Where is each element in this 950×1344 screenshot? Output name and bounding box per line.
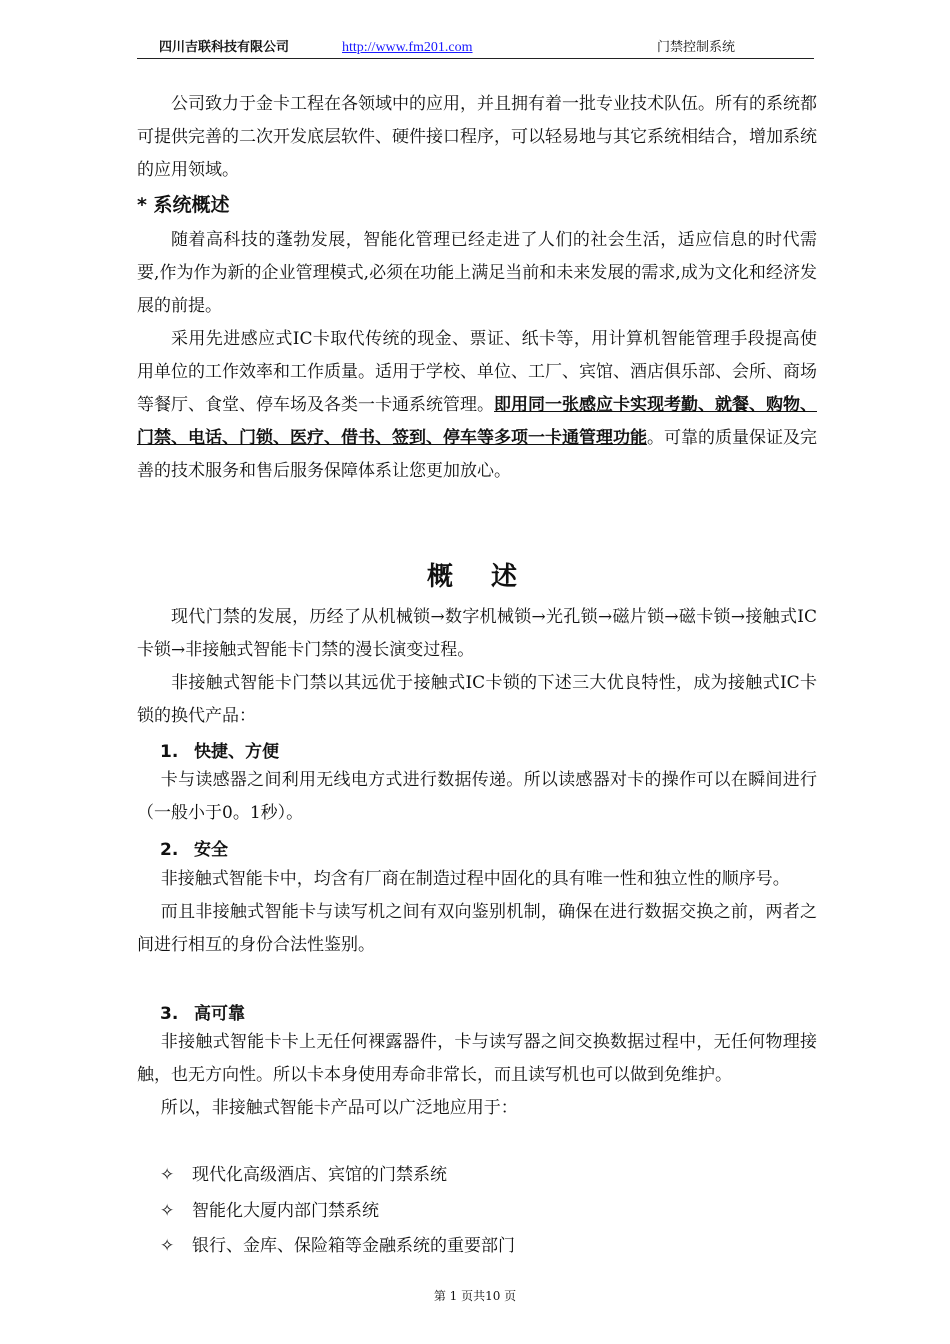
- header-system-name: 门禁控制系统: [657, 40, 736, 55]
- feature-number: 2.: [160, 840, 179, 860]
- feature-heading-2: [160, 835, 228, 860]
- list-item: [160, 1196, 379, 1221]
- section1-p2-highlight: 即用同一张感应卡实现考勤、就餐、购物、门禁、电话、门锁、医疗、借书、签到、停车等多项一卡通管理功能: [137, 395, 817, 448]
- sparkle-bullet-icon: ✧: [160, 1165, 175, 1185]
- overview-paragraph-2: 非接触式智能卡门禁以其远优于接触式IC卡锁的下述三大优良特性，成为接触式IC卡锁的换代产品：: [137, 673, 817, 726]
- feature-2-block: [137, 863, 817, 962]
- section1-p2-start: 采用先进感应式IC卡取代传统的现金、票证、纸卡等，用计算机智能管理手段提高使用单位的工作效率和工作质量。适用于学校、单位、工厂、宾馆、酒店俱乐部、会所、商场等餐厅、食堂、停车场及各类一卡通系统管理。: [137, 329, 817, 415]
- header-company: 四川吉联科技有限公司: [159, 40, 290, 55]
- feature-3-block: [137, 1026, 817, 1125]
- feature-number: 3.: [160, 1004, 179, 1024]
- section1-block: [137, 224, 817, 488]
- page-header: [137, 38, 814, 59]
- overview-paragraph-1: 现代门禁的发展，历经了从机械锁→数字机械锁→光孔锁→磁片锁→磁卡锁→接触式IC卡锁→非接触式智能卡门禁的漫长演变过程。: [137, 607, 817, 660]
- sparkle-bullet-icon: ✧: [160, 1201, 175, 1221]
- list-item: [160, 1160, 447, 1185]
- overview-title: 概 述: [426, 562, 523, 592]
- feature-2-text-2: 而且非接触式智能卡与读写机之间有双向鉴别机制，确保在进行数据交换之前，两者之间进行相互的身份合法性鉴别。: [137, 902, 817, 955]
- overview-intro-block: [137, 601, 817, 733]
- section1-paragraph-2: [137, 323, 817, 488]
- feature-title: 安全: [194, 840, 228, 860]
- section-heading-overview: * 系统概述: [137, 194, 230, 216]
- section1-paragraph-1: 随着高科技的蓬勃发展，智能化管理已经走进了人们的社会生活，适应信息的时代需要,作为作为新的企业管理模式,必须在功能上满足当前和未来发展的需求,成为文化和经济发展的前提。: [137, 230, 817, 316]
- page-footer: 第 1 页共10 页: [433, 1289, 517, 1303]
- feature-heading-3: [160, 999, 245, 1024]
- sparkle-bullet-icon: ✧: [160, 1236, 175, 1256]
- header-url-link[interactable]: http://www.fm201.com: [342, 40, 473, 55]
- feature-number: 1.: [160, 742, 179, 762]
- apply-intro: 所以，非接触式智能卡产品可以广泛地应用于：: [160, 1098, 518, 1118]
- section1-p2-end: 。可靠的质量保证及完善的技术服务和售后服务保障体系让您更加放心。: [137, 428, 817, 481]
- feature-title: 快捷、方便: [194, 742, 279, 762]
- feature-2-text-1: 非接触式智能卡中，均含有厂商在制造过程中固化的具有唯一性和独立性的顺序号。: [160, 869, 790, 889]
- feature-1-text: 卡与读感器之间利用无线电方式进行数据传递。所以读感器对卡的操作可以在瞬间进行（一般小于0。1秒）。: [137, 770, 817, 823]
- feature-3-text: 非接触式智能卡卡上无任何裸露器件，卡与读写器之间交换数据过程中，无任何物理接触，也无方向性。所以卡本身使用寿命非常长，而且读写机也可以做到免维护。: [137, 1032, 817, 1085]
- feature-1-block: [137, 764, 817, 830]
- intro-block: [137, 88, 817, 187]
- feature-title: 高可靠: [194, 1004, 245, 1024]
- list-item-text: 银行、金库、保险箱等金融系统的重要部门: [192, 1236, 515, 1256]
- list-item: [160, 1231, 515, 1256]
- feature-heading-1: [160, 737, 279, 762]
- list-item-text: 现代化高级酒店、宾馆的门禁系统: [192, 1165, 447, 1185]
- list-item-text: 智能化大厦内部门禁系统: [192, 1201, 379, 1221]
- intro-paragraph: 公司致力于金卡工程在各领域中的应用，并且拥有着一批专业技术队伍。所有的系统都可提供完善的二次开发底层软件、硬件接口程序，可以轻易地与其它系统相结合，增加系统的应用领域。: [137, 94, 817, 180]
